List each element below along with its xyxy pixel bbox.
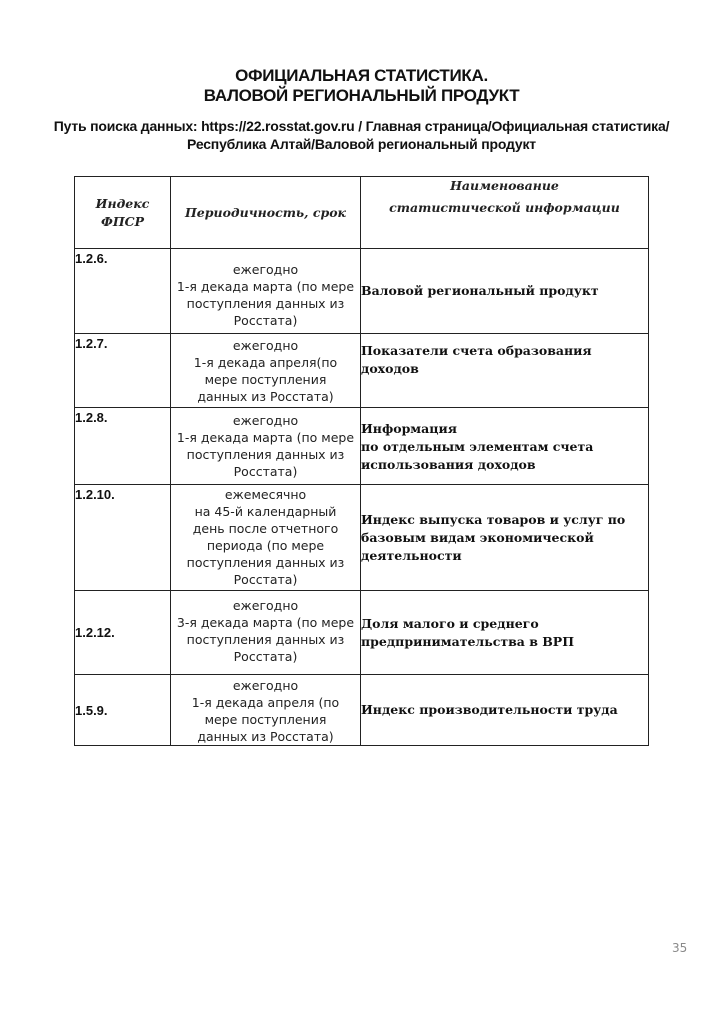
table-row — [75, 334, 649, 408]
row-period — [171, 675, 361, 746]
name-line: предпринимательства в ВРП — [361, 633, 575, 649]
row-index: 1.2.8. — [75, 408, 171, 485]
data-source-path: Путь поиска данных: https://22.rosstat.gov.ru / Главная страница/Официальная статистика/Республика Алтай/Валовой региональный продукт — [53, 118, 670, 152]
period-line: 1-я декада апреля (по — [191, 695, 340, 710]
row-index: 1.2.6. — [75, 249, 171, 334]
name-line: по отдельным элементам счета — [361, 439, 594, 454]
period-line: на 45-й календарный — [194, 504, 337, 519]
table-row — [75, 249, 649, 334]
row-name — [361, 591, 649, 675]
table-row — [75, 485, 649, 591]
row-index: 1.2.7. — [75, 334, 171, 408]
table-row — [75, 408, 649, 485]
name-line: Информация — [361, 421, 458, 436]
row-name — [361, 485, 649, 591]
name-line: Индекс производительности труда — [361, 702, 618, 717]
row-name — [361, 249, 649, 334]
header-index-line: ФПСР — [100, 213, 145, 229]
period-line: данных из Росстата) — [197, 729, 334, 744]
period-line: 1-я декада марта (по мере — [176, 279, 355, 294]
header-index — [75, 177, 171, 249]
row-name — [361, 675, 649, 746]
period-line: периода (по мере — [206, 538, 325, 553]
row-name — [361, 334, 649, 408]
name-line: доходов — [361, 361, 419, 376]
header-name — [361, 177, 649, 249]
period-line: Росстата) — [233, 464, 298, 479]
name-line: деятельности — [361, 548, 462, 563]
row-period — [171, 591, 361, 675]
period-line: поступления данных из — [186, 296, 345, 311]
period-line: поступления данных из — [186, 632, 345, 647]
page-title-line-2: ВАЛОВОЙ РЕГИОНАЛЬНЫЙ ПРОДУКТ — [203, 86, 520, 105]
period-line: ежегодно — [232, 678, 299, 693]
period-line: ежегодно — [232, 413, 299, 428]
period-line: 1-я декада марта (по мере — [176, 430, 355, 445]
period-line: данных из Росстата) — [197, 389, 334, 404]
period-line: ежегодно — [232, 338, 299, 353]
period-line: мере поступления — [204, 712, 327, 727]
table-row — [75, 675, 649, 746]
period-line: ежегодно — [232, 598, 299, 613]
row-period — [171, 408, 361, 485]
row-index: 1.2.10. — [75, 485, 171, 591]
period-line: 1-я декада апреля(по — [193, 355, 338, 370]
period-line: Росстата) — [233, 313, 298, 328]
page-number: 35 — [672, 941, 688, 955]
period-line: Росстата) — [233, 572, 298, 587]
name-line: Индекс выпуска товаров и услуг по — [361, 512, 626, 527]
name-line: Валовой региональный продукт — [361, 283, 599, 298]
period-line: поступления данных из — [186, 555, 345, 570]
period-line: Росстата) — [233, 649, 298, 664]
row-name — [361, 408, 649, 485]
header-period: Периодичность, срок — [171, 177, 361, 249]
header-index-line: Индекс — [95, 195, 150, 211]
header-name-line: Наименование — [450, 178, 559, 193]
period-line: день после отчетного — [192, 521, 339, 536]
period-line: поступления данных из — [186, 447, 345, 462]
row-period — [171, 485, 361, 591]
page-title-line-1: ОФИЦИАЛЬНАЯ СТАТИСТИКА. — [235, 66, 488, 85]
name-line: Доля малого и среднего — [361, 615, 539, 631]
period-line: 3-я декада марта (по мере — [176, 615, 355, 630]
table-header-row — [75, 177, 649, 249]
row-index: 1.2.12. — [75, 591, 171, 675]
name-line: Показатели счета образования — [361, 343, 592, 358]
statistics-table — [74, 176, 649, 746]
header-name-line: статистической информации — [389, 200, 620, 215]
period-line: ежегодно — [232, 262, 299, 277]
row-period — [171, 249, 361, 334]
name-line: базовым видам экономической — [361, 530, 594, 545]
table-row — [75, 591, 649, 675]
page-title — [0, 66, 723, 106]
row-period — [171, 334, 361, 408]
row-index: 1.5.9. — [75, 675, 171, 746]
name-line: использования доходов — [361, 457, 536, 472]
period-line: мере поступления — [204, 372, 327, 387]
period-line: ежемесячно — [224, 487, 307, 502]
